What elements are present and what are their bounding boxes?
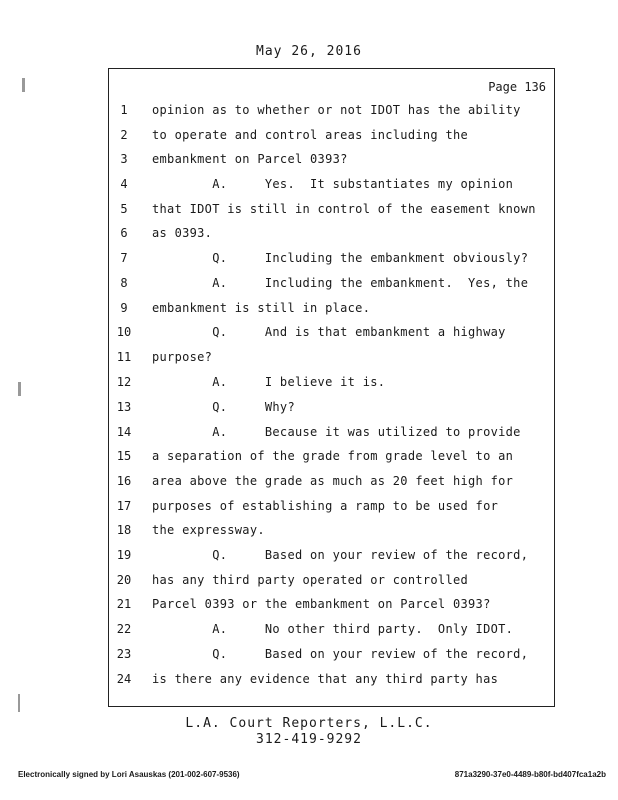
transcript-line <box>0 325 560 345</box>
transcript-line <box>0 152 560 172</box>
line-number: 10 <box>116 325 132 339</box>
line-text: purposes of establishing a ramp to be used for <box>152 499 499 513</box>
line-text: has any third party operated or controlled <box>152 573 469 587</box>
transcript-line <box>0 573 560 593</box>
line-text: Q. Including the embankment obviously? <box>152 251 529 265</box>
transcript-line <box>0 251 560 271</box>
line-text: a separation of the grade from grade level to an <box>152 449 514 463</box>
line-text: as 0393. <box>152 226 213 240</box>
line-number: 19 <box>116 548 132 562</box>
line-text: Parcel 0393 or the embankment on Parcel 0393? <box>152 597 491 611</box>
scan-speck <box>18 694 20 712</box>
line-number: 9 <box>120 301 128 315</box>
transcript-line <box>0 548 560 568</box>
transcript-line <box>0 499 560 519</box>
transcript-line <box>0 128 560 148</box>
document-hash: 871a3290-37e0-4489-b80f-bd407fca1a2b <box>454 770 606 779</box>
line-number: 1 <box>120 103 128 117</box>
transcript-line <box>0 375 560 395</box>
transcript-line <box>0 672 560 692</box>
header-date: May 26, 2016 <box>256 44 362 59</box>
line-text: area above the grade as much as 20 feet high for <box>152 474 514 488</box>
line-number: 21 <box>116 597 132 611</box>
line-number: 4 <box>120 177 128 191</box>
line-number: 18 <box>116 523 132 537</box>
line-text: embankment is still in place. <box>152 301 371 315</box>
line-number: 3 <box>120 152 128 166</box>
line-number: 24 <box>116 672 132 686</box>
line-number: 16 <box>116 474 132 488</box>
footer-reporter-name: L.A. Court Reporters, L.L.C. <box>185 716 433 731</box>
line-text: A. I believe it is. <box>152 375 386 389</box>
transcript-line <box>0 301 560 321</box>
line-text: opinion as to whether or not IDOT has the ability <box>152 103 521 117</box>
line-text: Q. Based on your review of the record, <box>152 647 529 661</box>
line-text: A. No other third party. Only IDOT. <box>152 622 514 636</box>
line-number: 22 <box>116 622 132 636</box>
line-text: Q. And is that embankment a highway <box>152 325 506 339</box>
line-text: A. Because it was utilized to provide <box>152 425 521 439</box>
transcript-line <box>0 449 560 469</box>
line-number: 8 <box>120 276 128 290</box>
transcript-line <box>0 523 560 543</box>
transcript-line <box>0 474 560 494</box>
line-text: A. Including the embankment. Yes, the <box>152 276 529 290</box>
line-number: 20 <box>116 573 132 587</box>
scan-speck <box>22 78 25 92</box>
line-number: 13 <box>116 400 132 414</box>
line-text: embankment on Parcel 0393? <box>152 152 348 166</box>
transcript-line <box>0 647 560 667</box>
transcript-line <box>0 597 560 617</box>
line-text: to operate and control areas including the <box>152 128 469 142</box>
line-number: 5 <box>120 202 128 216</box>
line-number: 7 <box>120 251 128 265</box>
line-number: 2 <box>120 128 128 142</box>
line-text: is there any evidence that any third party has <box>152 672 499 686</box>
line-text: Q. Based on your review of the record, <box>152 548 529 562</box>
scan-speck <box>18 382 21 396</box>
line-text: A. Yes. It substantiates my opinion <box>152 177 514 191</box>
line-number: 14 <box>116 425 132 439</box>
electronic-signature: Electronically signed by Lori Asauskas (201-002-607-9536) <box>18 770 240 779</box>
line-text: Q. Why? <box>152 400 295 414</box>
line-number: 12 <box>116 375 132 389</box>
line-text: that IDOT is still in control of the easement known <box>152 202 536 216</box>
line-number: 23 <box>116 647 132 661</box>
line-number: 17 <box>116 499 132 513</box>
transcript-line <box>0 177 560 197</box>
transcript-line <box>0 425 560 445</box>
transcript-line <box>0 350 560 370</box>
line-text: purpose? <box>152 350 213 364</box>
transcript-line <box>0 202 560 222</box>
footer-phone: 312-419-9292 <box>256 732 362 747</box>
transcript-line <box>0 276 560 296</box>
transcript-line <box>0 103 560 123</box>
line-text: the expressway. <box>152 523 265 537</box>
transcript-line <box>0 400 560 420</box>
line-number: 11 <box>116 350 132 364</box>
line-number: 6 <box>120 226 128 240</box>
line-number: 15 <box>116 449 132 463</box>
transcript-line <box>0 622 560 642</box>
transcript-line <box>0 226 560 246</box>
page-number: Page 136 <box>488 80 546 94</box>
